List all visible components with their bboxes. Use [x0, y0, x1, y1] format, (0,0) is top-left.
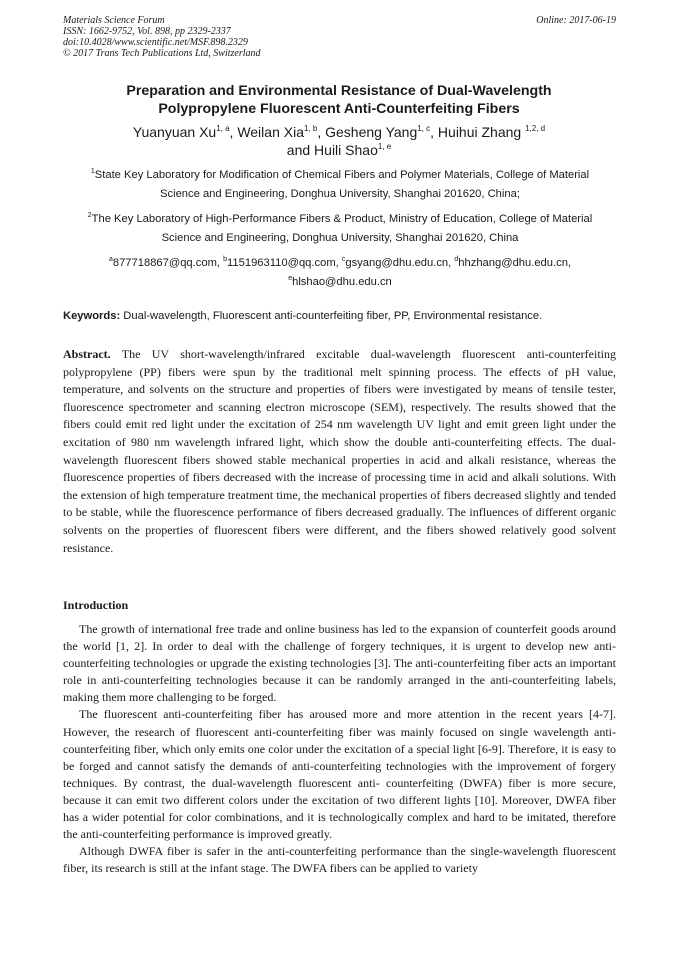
doi-line: doi:10.4028/www.scientific.net/MSF.898.2329: [63, 37, 248, 48]
author-name: and Huili Shao: [286, 142, 378, 158]
author-separator: ,: [430, 124, 438, 140]
author-affil-sup: 1, e: [377, 142, 392, 151]
abstract-block: [63, 346, 616, 557]
intro-paragraph: The fluorescent anti-counterfeiting fiber has aroused more and more attention in the recent years [4-7]. However, the research of fluorescent anti-counterfeiting fiber was mainly focused on single wavelength anti-counterfeiting fiber, which only emits one color under the excitation of a special light [6-9]. Therefore, it is easy to be forged and cannot satisfy the demands of anti-counterfeiting technologies with the improvement of forgery techniques. By contrast, the dual-wavelength fluorescent anti- counterfeiting (DWFA) fiber is more secure, because it can emit two different colors under the excitation of two different lights [10]. Moreover, DWFA fiber has a wider potential for color combinations, and it is technologically complex and hard to be imitated, therefore the anti-counterfeiting performance is improved greatly.: [63, 707, 616, 842]
author-list: [40, 123, 638, 159]
author-affil-sup: 1, c: [417, 124, 431, 133]
introduction-body: [63, 621, 616, 877]
intro-paragraph: Although DWFA fiber is safer in the anti-counterfeiting performance than the single-wavelength fluorescent fiber, its research is still at the infant stage. The DWFA fibers can be applied to variety: [63, 844, 616, 876]
email-list: [70, 254, 610, 292]
copyright-line: © 2017 Trans Tech Publications Ltd, Switzerland: [63, 48, 261, 59]
abstract-label: Abstract.: [63, 347, 111, 361]
email-sup: a: [108, 256, 113, 263]
author-separator: ,: [317, 124, 326, 140]
journal-name: Materials Science Forum: [63, 15, 165, 26]
affiliation-2: [70, 210, 610, 248]
email-address[interactable]: 1151963110@qq.com,: [227, 257, 342, 269]
introduction-heading: Introduction: [63, 598, 129, 612]
title-line-2: Polypropylene Fluorescent Anti-Counterfeiting Fibers: [158, 101, 520, 117]
email-address[interactable]: hhzhang@dhu.edu.cn,: [458, 257, 572, 269]
author-name: Weilan Xia: [237, 124, 304, 140]
affiliation-sup: 2: [87, 212, 92, 219]
author-affil-sup: 1, b: [303, 124, 318, 133]
author-separator: ,: [229, 124, 238, 140]
author-name: Gesheng Yang: [325, 124, 418, 140]
author-name: Huihui Zhang: [437, 124, 526, 140]
author-affil-sup: 1, a: [216, 124, 230, 133]
intro-paragraph: The growth of international free trade and online business has led to the expansion of counterfeit goods around the world [1, 2]. In order to deal with the challenge of forgery techniques, it is urgent to develop new anti-counterfeiting technologies or upgrade the existing technologies [3]. The anti-counterfeiting fiber acts an important role in anti-counterfeiting technologies because it can be randomly arranged in the anti-counterfeiting labels, making them more challenging to be forged.: [63, 622, 616, 705]
email-address[interactable]: 877718867@qq.com,: [112, 257, 224, 269]
email-sup: b: [223, 256, 228, 263]
email-sup: c: [341, 256, 346, 263]
paper-title: [40, 82, 638, 118]
keywords-label: Keywords:: [63, 310, 121, 322]
issn-line: ISSN: 1662-9752, Vol. 898, pp 2329-2337: [63, 26, 231, 37]
online-date: Online: 2017-06-19: [536, 15, 616, 26]
abstract-text: The UV short-wavelength/infrared excitable dual-wavelength fluorescent anti-counterfeiting polypropylene (PP) fibers were spun by the traditional melt spinning process. The effects of pH value, temperature, and solvents on the structure and properties of fibers were investigated by means of tensile tester, fluorescence spectrometer and scanning electron microscope (SEM), respectively. The results showed that the fibers could emit red light under the excitation of 254 nm wavelength UV light and emit green light under the excitation of 980 nm wavelength infrared light, which show the double anti-counterfeiting effects. The dual-wavelength fluorescent fibers showed stable mechanical properties in acid and alkali resistance, whereas the fluorescence properties of fibers decreased with the increase of processing time in acid and alkali solutions. With the extension of high temperature treatment time, the mechanical properties of fibers decreased slightly and tended to be stable, while the fluorescence performance of fibers decreased gradually. The influences of different organic solvents on the properties of fluorescent fibers were different, and the fibers showed relatively good solvent resistance.: [63, 347, 616, 555]
affiliation-text: The Key Laboratory of High-Performance Fibers & Product, Ministry of Education, College of Material Science and Engineering, Donghua University, Shanghai 201620, China: [91, 213, 593, 244]
email-address[interactable]: hlshao@dhu.edu.cn: [292, 276, 392, 288]
email-address[interactable]: gsyang@dhu.edu.cn,: [345, 257, 455, 269]
email-sup: d: [454, 256, 459, 263]
email-sup: e: [288, 275, 293, 282]
affiliation-sup: 1: [90, 168, 95, 175]
title-line-1: Preparation and Environmental Resistance of Dual-Wavelength: [126, 83, 552, 99]
affiliation-1: [70, 166, 610, 204]
journal-header: [63, 15, 616, 59]
affiliation-text: State Key Laboratory for Modification of Chemical Fibers and Polymer Materials, College of Material Science and Engineering, Donghua University, Shanghai 201620, China;: [94, 169, 590, 200]
keywords-line: [63, 309, 616, 324]
author-affil-sup: 1,2, d: [525, 124, 546, 133]
author-name: Yuanyuan Xu: [132, 124, 217, 140]
keywords-text: Dual-wavelength, Fluorescent anti-counterfeiting fiber, PP, Environmental resistance.: [120, 310, 543, 322]
